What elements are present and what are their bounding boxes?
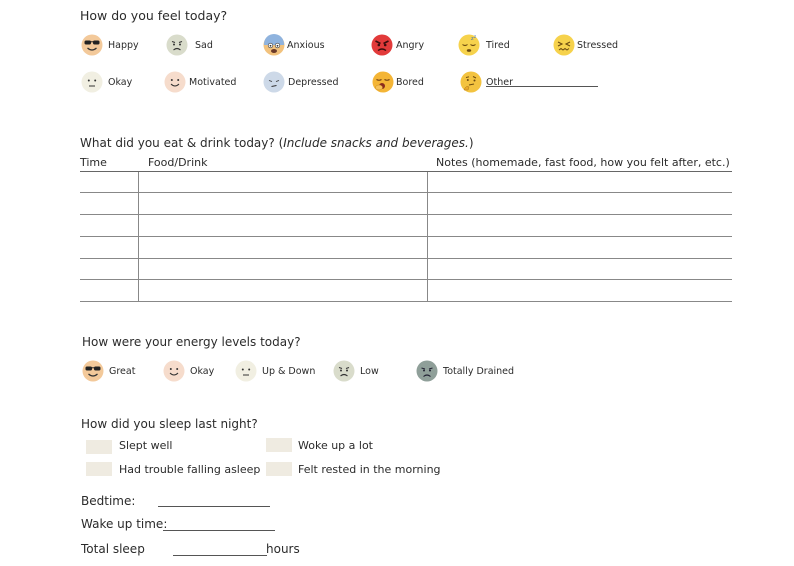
yawning-face-icon — [372, 71, 394, 93]
angry-face-icon — [371, 34, 393, 56]
label-felt-rested: Felt rested in the morning — [298, 463, 441, 476]
food-cell[interactable] — [138, 280, 427, 302]
mood-label-anxious: Anxious — [287, 39, 325, 51]
sad-face-icon — [333, 360, 355, 382]
notes-cell[interactable] — [427, 258, 732, 280]
mood-option-angry[interactable] — [371, 33, 424, 57]
energy-label-low: Low — [360, 365, 379, 377]
mood-label-tired: Tired — [486, 39, 510, 51]
notes-cell[interactable] — [427, 236, 732, 258]
sad-face-icon — [166, 34, 188, 56]
column-header-food-drink: Food/Drink — [138, 156, 427, 171]
mood-option-tired[interactable] — [458, 33, 510, 57]
wakeup-time-blank[interactable] — [163, 519, 275, 531]
checkbox-woke-up-a-lot[interactable] — [266, 438, 292, 452]
mood-option-okay[interactable] — [81, 70, 132, 94]
sunglasses-face-icon — [82, 360, 104, 382]
time-cell[interactable] — [80, 171, 138, 193]
checkbox-felt-rested[interactable] — [266, 462, 292, 476]
food-cell[interactable] — [138, 258, 427, 280]
depressed-face-icon — [263, 71, 285, 93]
other-mood-blank[interactable] — [486, 75, 598, 87]
label-trouble-falling-asleep: Had trouble falling asleep — [119, 463, 261, 476]
food-cell[interactable] — [138, 236, 427, 258]
mood-option-stressed[interactable] — [553, 33, 618, 57]
sleep-question: How did you sleep last night? — [81, 417, 258, 431]
time-cell[interactable] — [80, 215, 138, 237]
hours-label: hours — [266, 542, 300, 556]
svg-text:z: z — [474, 34, 477, 39]
thinking-face-icon — [460, 71, 482, 93]
table-row — [80, 171, 732, 193]
label-slept-well: Slept well — [119, 439, 173, 452]
table-row — [80, 215, 732, 237]
mood-option-bored[interactable] — [372, 70, 424, 94]
energy-label-great: Great — [109, 365, 136, 377]
sunglasses-face-icon — [81, 34, 103, 56]
time-cell[interactable] — [80, 280, 138, 302]
mood-label-okay: Okay — [108, 76, 133, 88]
food-cell[interactable] — [138, 215, 427, 237]
mood-label-bored: Bored — [396, 76, 424, 88]
energy-label-up-down: Up & Down — [262, 365, 316, 377]
column-header-time: Time — [80, 156, 138, 171]
table-row — [80, 258, 732, 280]
notes-cell[interactable] — [427, 280, 732, 302]
bedtime-blank[interactable] — [158, 495, 270, 507]
mood-label-other: Other — [486, 76, 513, 88]
time-cell[interactable] — [80, 258, 138, 280]
food-cell[interactable] — [138, 193, 427, 215]
smiling-face-icon — [164, 71, 186, 93]
sleepy-face-icon — [458, 34, 480, 56]
energy-option-low[interactable] — [333, 359, 379, 383]
mood-label-stressed: Stressed — [577, 39, 619, 51]
stressed-face-icon — [553, 34, 575, 56]
mood-label-sad: Sad — [195, 39, 213, 51]
table-row — [80, 280, 732, 302]
energy-question: How were your energy levels today? — [82, 335, 301, 349]
mood-option-sad[interactable] — [166, 33, 213, 57]
time-cell[interactable] — [80, 193, 138, 215]
mood-question: How do you feel today? — [80, 8, 228, 23]
total-sleep-blank[interactable] — [173, 544, 267, 556]
mood-option-happy[interactable] — [81, 33, 139, 57]
table-row — [80, 236, 732, 258]
energy-option-great[interactable] — [82, 359, 135, 383]
anxious-face-icon — [263, 34, 285, 56]
mood-option-depressed[interactable] — [263, 70, 339, 94]
wakeup-time-label: Wake up time: — [81, 517, 168, 531]
checkbox-slept-well[interactable] — [86, 440, 112, 454]
mood-option-anxious[interactable] — [263, 33, 325, 57]
notes-cell[interactable] — [427, 193, 732, 215]
notes-cell[interactable] — [427, 171, 732, 193]
energy-option-okay[interactable] — [163, 359, 214, 383]
drained-face-icon — [416, 360, 438, 382]
mood-label-happy: Happy — [108, 39, 139, 51]
total-sleep-label: Total sleep — [81, 542, 145, 556]
column-header-notes: Notes (homemade, fast food, how you felt after, etc.) — [427, 156, 732, 171]
bedtime-label: Bedtime: — [81, 494, 136, 508]
mood-label-motivated: Motivated — [189, 76, 237, 88]
food-log-table — [80, 156, 732, 302]
time-cell[interactable] — [80, 236, 138, 258]
food-question: What did you eat & drink today? (Include snacks and beverages.) — [80, 136, 474, 150]
table-row — [80, 193, 732, 215]
energy-label-okay: Okay — [190, 365, 215, 377]
energy-option-up-down[interactable] — [235, 359, 315, 383]
mood-label-depressed: Depressed — [288, 76, 339, 88]
neutral-face-icon — [81, 71, 103, 93]
food-cell[interactable] — [138, 171, 427, 193]
mood-option-motivated[interactable] — [164, 70, 236, 94]
neutral-face-icon — [235, 360, 257, 382]
svg-text:z: z — [471, 36, 474, 42]
notes-cell[interactable] — [427, 215, 732, 237]
label-woke-up-a-lot: Woke up a lot — [298, 439, 373, 452]
mood-label-angry: Angry — [396, 39, 425, 51]
energy-label-totally-drained: Totally Drained — [443, 365, 515, 377]
energy-option-totally-drained[interactable] — [416, 359, 514, 383]
checkbox-trouble-falling-asleep[interactable] — [86, 462, 112, 476]
smiling-face-icon — [163, 360, 185, 382]
